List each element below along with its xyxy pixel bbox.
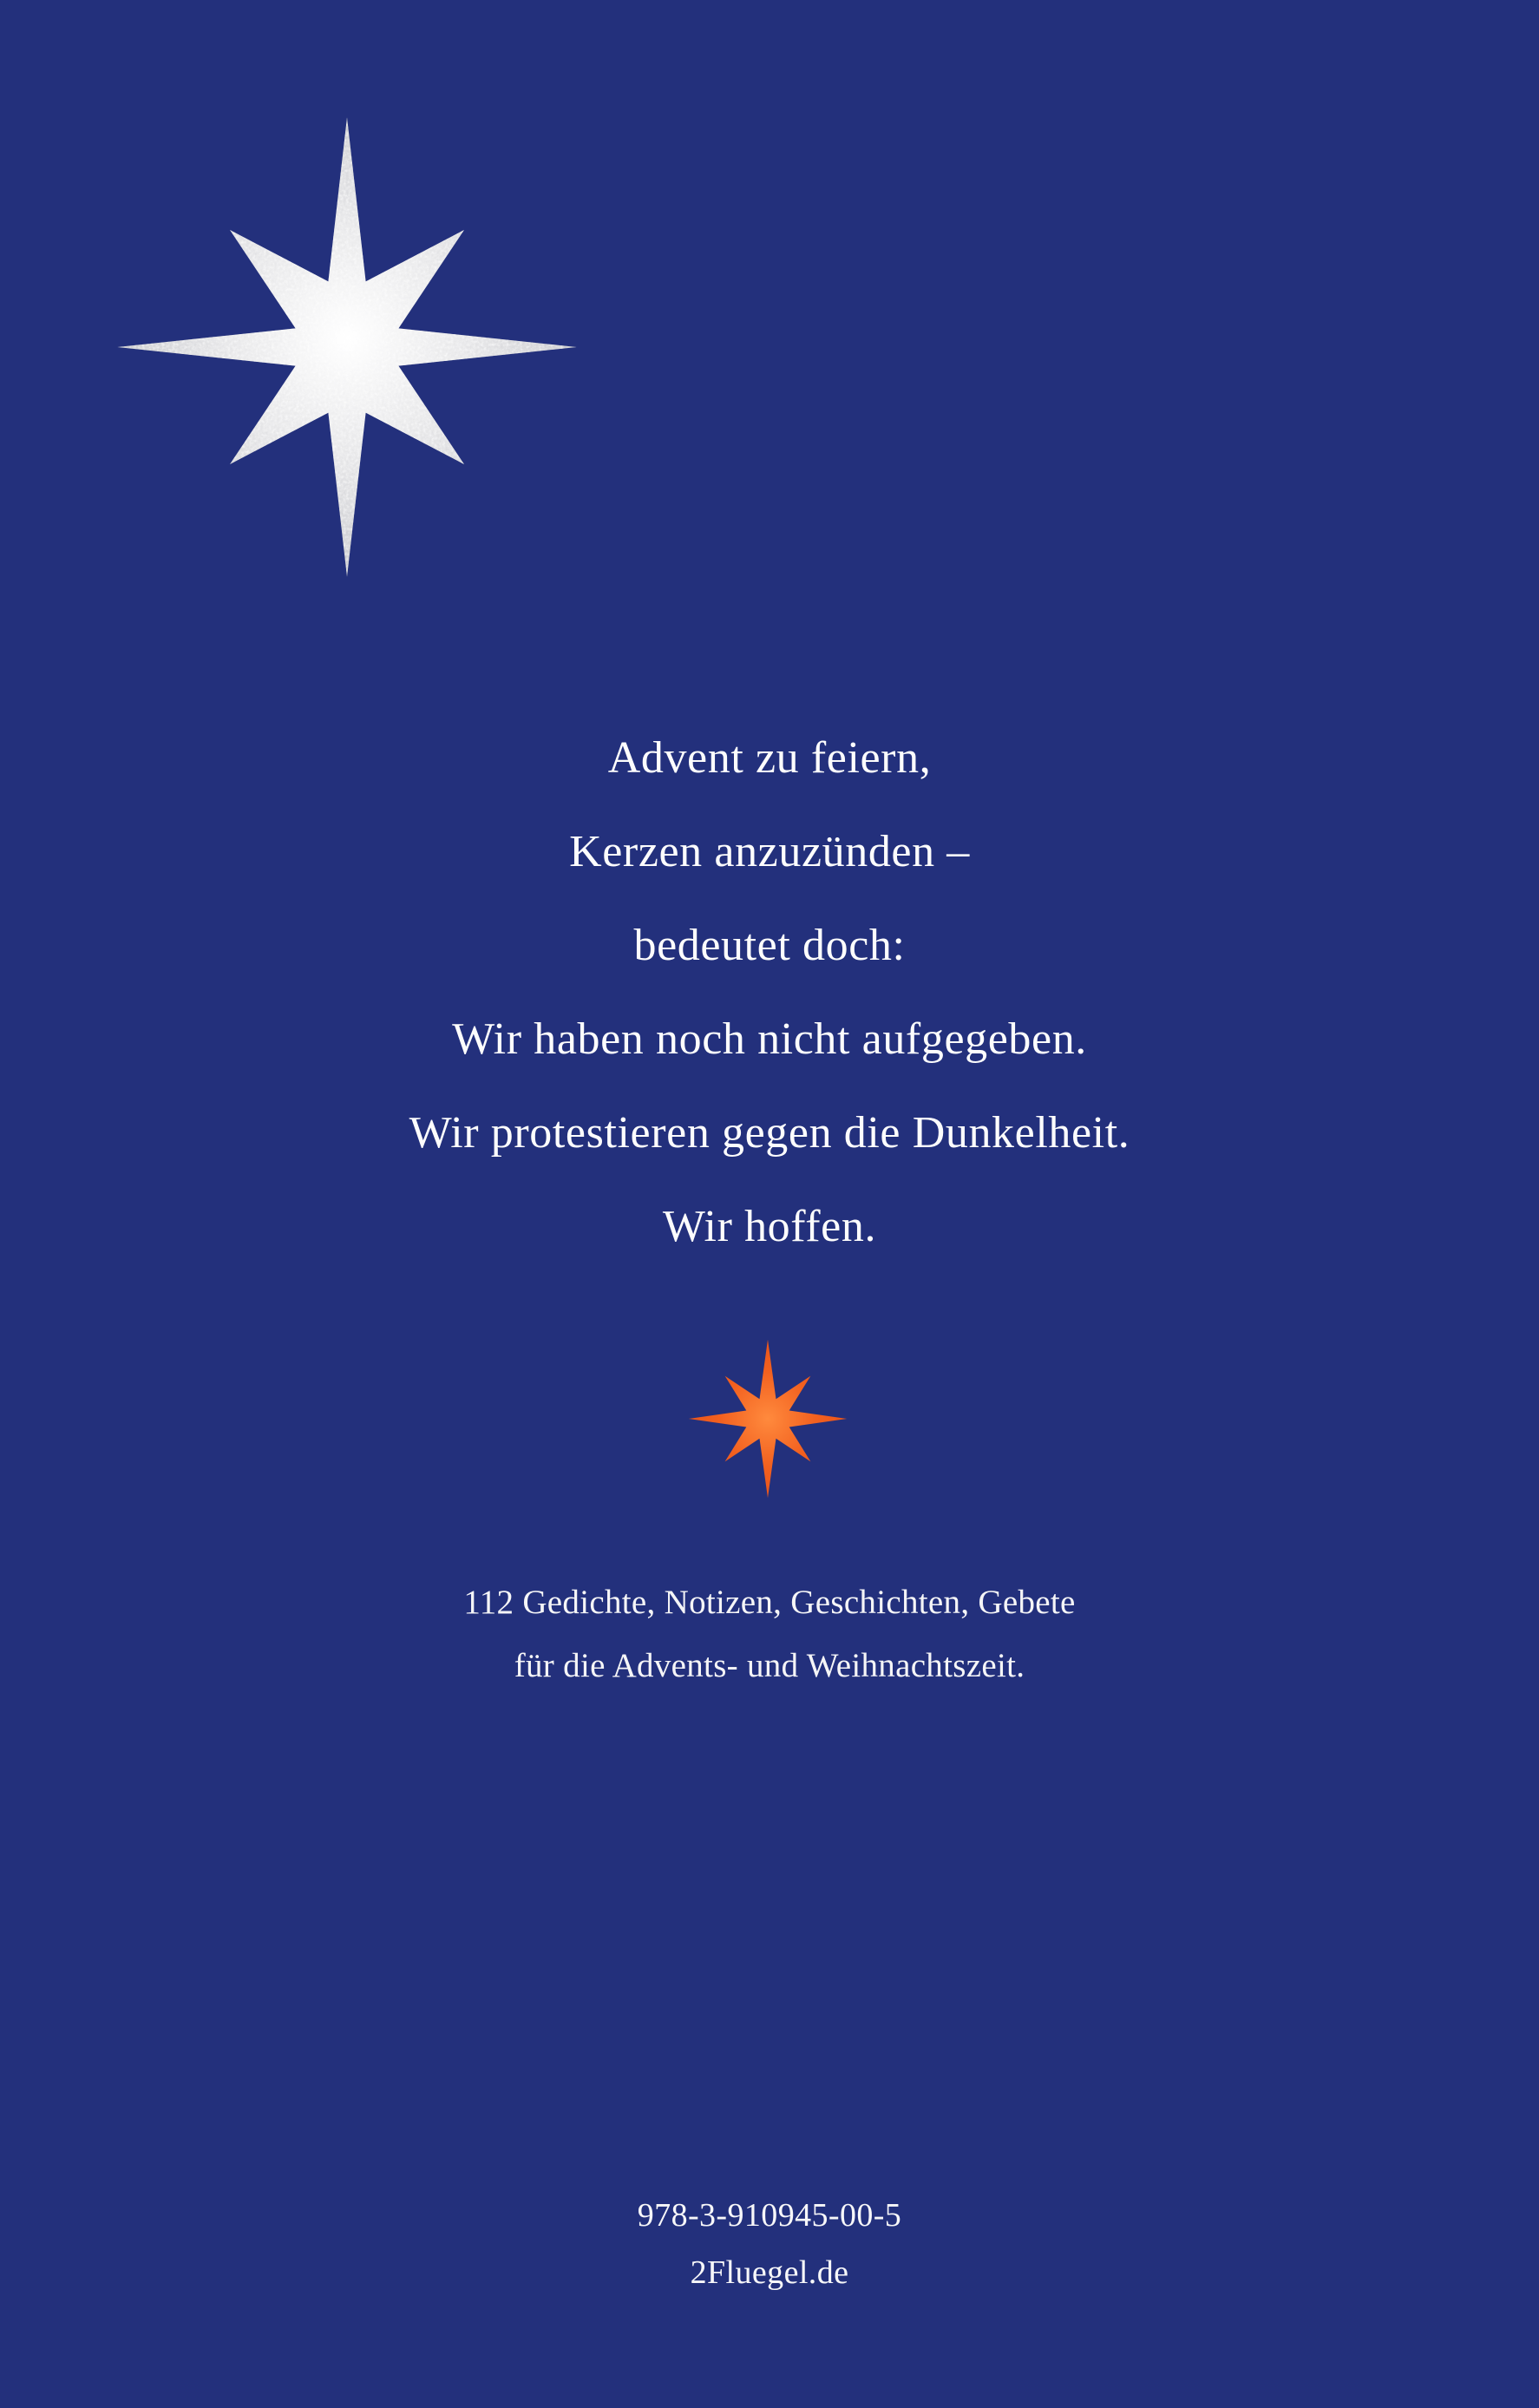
poem-block: [0, 712, 1539, 1274]
poem-line: Advent zu feiern,: [607, 733, 932, 783]
description-block: [0, 1571, 1539, 1697]
poem-line: Wir haben noch nicht aufgegeben.: [452, 1014, 1087, 1064]
poem-line: Kerzen anzuzünden –: [569, 827, 970, 876]
poem-line: Wir protestieren gegen die Dunkelheit.: [409, 1108, 1130, 1158]
poem-line: Wir hoffen.: [662, 1202, 877, 1251]
isbn-number: 978-3-910945-00-5: [637, 2197, 902, 2234]
description-line: 112 Gedichte, Notizen, Geschichten, Gebete: [463, 1584, 1076, 1621]
silver-glitter-star-icon: [113, 113, 581, 581]
publisher-website[interactable]: 2Fluegel.de: [690, 2254, 849, 2291]
footer-block: [0, 2187, 1539, 2301]
description-line: für die Advents- und Weihnachtszeit.: [514, 1647, 1025, 1684]
orange-star-icon: [685, 1336, 850, 1501]
poem-line: bedeutet doch:: [633, 921, 906, 970]
